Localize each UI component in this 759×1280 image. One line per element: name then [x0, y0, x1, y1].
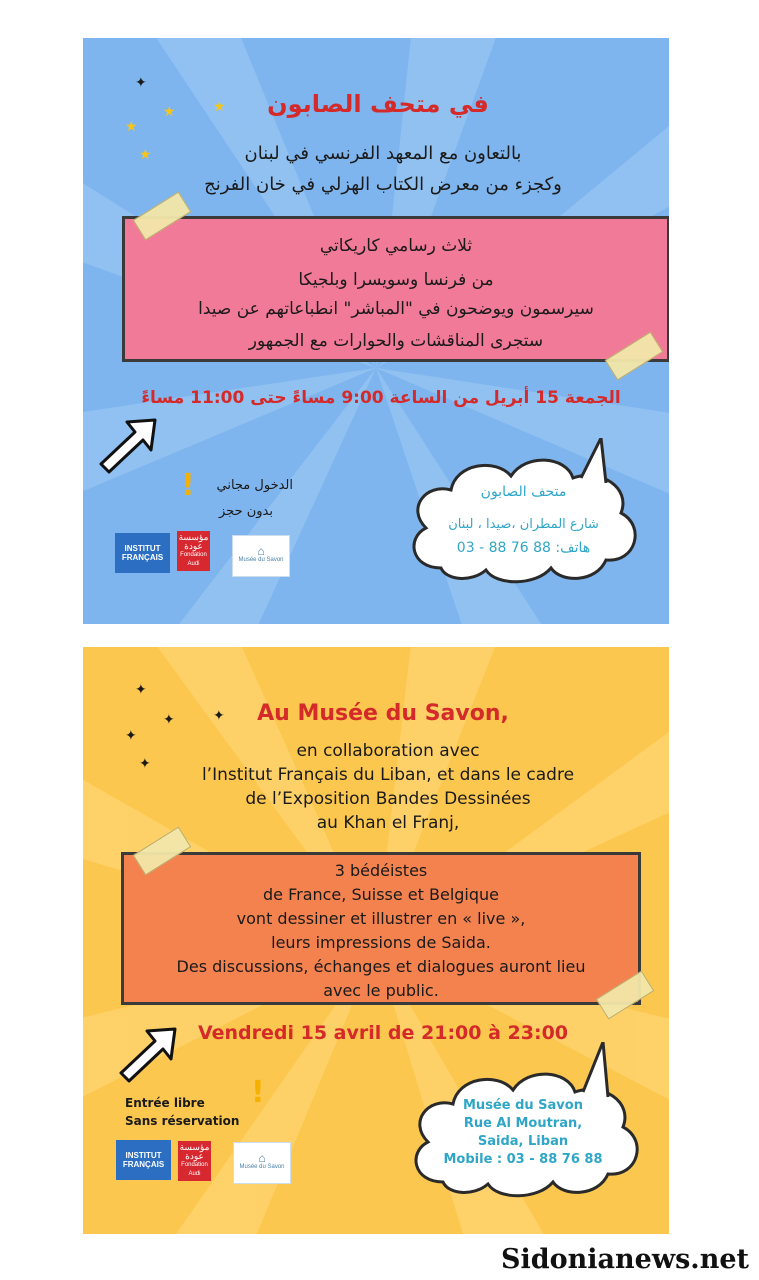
- box-line: leurs impressions de Saida.: [271, 933, 491, 952]
- event-date: الجمعة 15 أبريل من الساعة 9:00 مساءً حتى 11:00 مساءً: [141, 388, 621, 408]
- intro-line: au Khan el Franj,: [316, 813, 460, 833]
- speech-cloud: [401, 438, 651, 588]
- site-watermark: Sidonianews.net: [501, 1244, 749, 1275]
- poster-arabic: [83, 38, 669, 624]
- star-icon: ★: [213, 99, 226, 115]
- star-icon: ★: [125, 119, 138, 135]
- institut-francais-logo: INSTITUT FRANÇAIS: [116, 1140, 171, 1180]
- intro-line: l’Institut Français du Liban, et dans le cadre: [201, 765, 575, 785]
- subtitle-line: وكجزء من معرض الكتاب الهزلي في خان الفرنج: [204, 174, 562, 195]
- fondation-audi-logo: مؤسسة عودة Fondation Audi: [177, 531, 210, 571]
- event-date: Vendredi 15 avril de 21:00 à 23:00: [197, 1022, 569, 1044]
- entry-no-reservation: Sans réservation: [125, 1114, 240, 1128]
- star-icon: ✦: [163, 712, 175, 728]
- box-line: من فرنسا وسويسرا وبلجيكا: [298, 270, 494, 290]
- box-line: Des discussions, échanges et dialogues auront lieu: [176, 957, 586, 976]
- arrow-icon: [97, 416, 159, 476]
- exclamation-icon: !: [181, 468, 195, 503]
- poster-french: [83, 647, 669, 1234]
- cloud-title: متحف الصابون: [480, 484, 567, 500]
- star-icon: ★: [163, 104, 176, 120]
- star-icon: ✦: [135, 75, 147, 91]
- intro-line: de l’Exposition Bandes Dessinées: [245, 789, 531, 809]
- musee-savon-logo: ⌂ Musée du Savon: [233, 1142, 291, 1184]
- box-line: vont dessiner et illustrer en « live »,: [236, 909, 526, 928]
- poster-title: في متحف الصابون: [267, 90, 489, 118]
- institut-francais-logo: INSTITUT FRANÇAIS: [115, 533, 170, 573]
- box-line: 3 bédéistes: [334, 861, 428, 880]
- exclamation-icon: !: [251, 1075, 265, 1110]
- cloud-line: Musée du Savon: [463, 1098, 583, 1113]
- box-line: ثلاث رسامي كاريكاتي: [319, 236, 473, 256]
- entry-free: Entrée libre: [125, 1096, 205, 1110]
- box-line: avec le public.: [323, 981, 439, 1000]
- intro-line: en collaboration avec: [296, 741, 480, 761]
- box-line: سيرسمون ويوضحون في "المباشر" انطباعاتهم عن صيدا: [198, 299, 594, 319]
- star-icon: ★: [139, 147, 152, 163]
- star-icon: ✦: [135, 682, 147, 698]
- cloud-line: Rue Al Moutran,: [463, 1116, 583, 1131]
- box-line: ستجرى المناقشات والحوارات مع الجمهور: [248, 331, 544, 351]
- cloud-line: Saida, Liban: [477, 1134, 569, 1149]
- cloud-address: شارع المطران ،صيدا ، لبنان: [448, 517, 599, 532]
- fondation-audi-logo: مؤسسة عودة Fondation Audi: [178, 1141, 211, 1181]
- cloud-line: Mobile : 03 - 88 76 88: [443, 1152, 603, 1167]
- cloud-phone: هاتف: 88 76 88 - 03: [456, 540, 591, 556]
- subtitle-line: بالتعاون مع المعهد الفرنسي في لبنان: [244, 143, 522, 164]
- event-box: [121, 852, 641, 1005]
- poster-title: Au Musée du Savon,: [257, 701, 509, 726]
- star-icon: ✦: [213, 708, 225, 724]
- box-line: de France, Suisse et Belgique: [262, 885, 499, 904]
- star-icon: ✦: [125, 728, 137, 744]
- entry-no-reservation: بدون حجز: [219, 504, 273, 519]
- entry-free: الدخول مجاني: [216, 478, 293, 493]
- star-icon: ✦: [139, 756, 151, 772]
- arrow-icon: [117, 1025, 179, 1085]
- musee-savon-logo: ⌂ Musée du Savon: [232, 535, 290, 577]
